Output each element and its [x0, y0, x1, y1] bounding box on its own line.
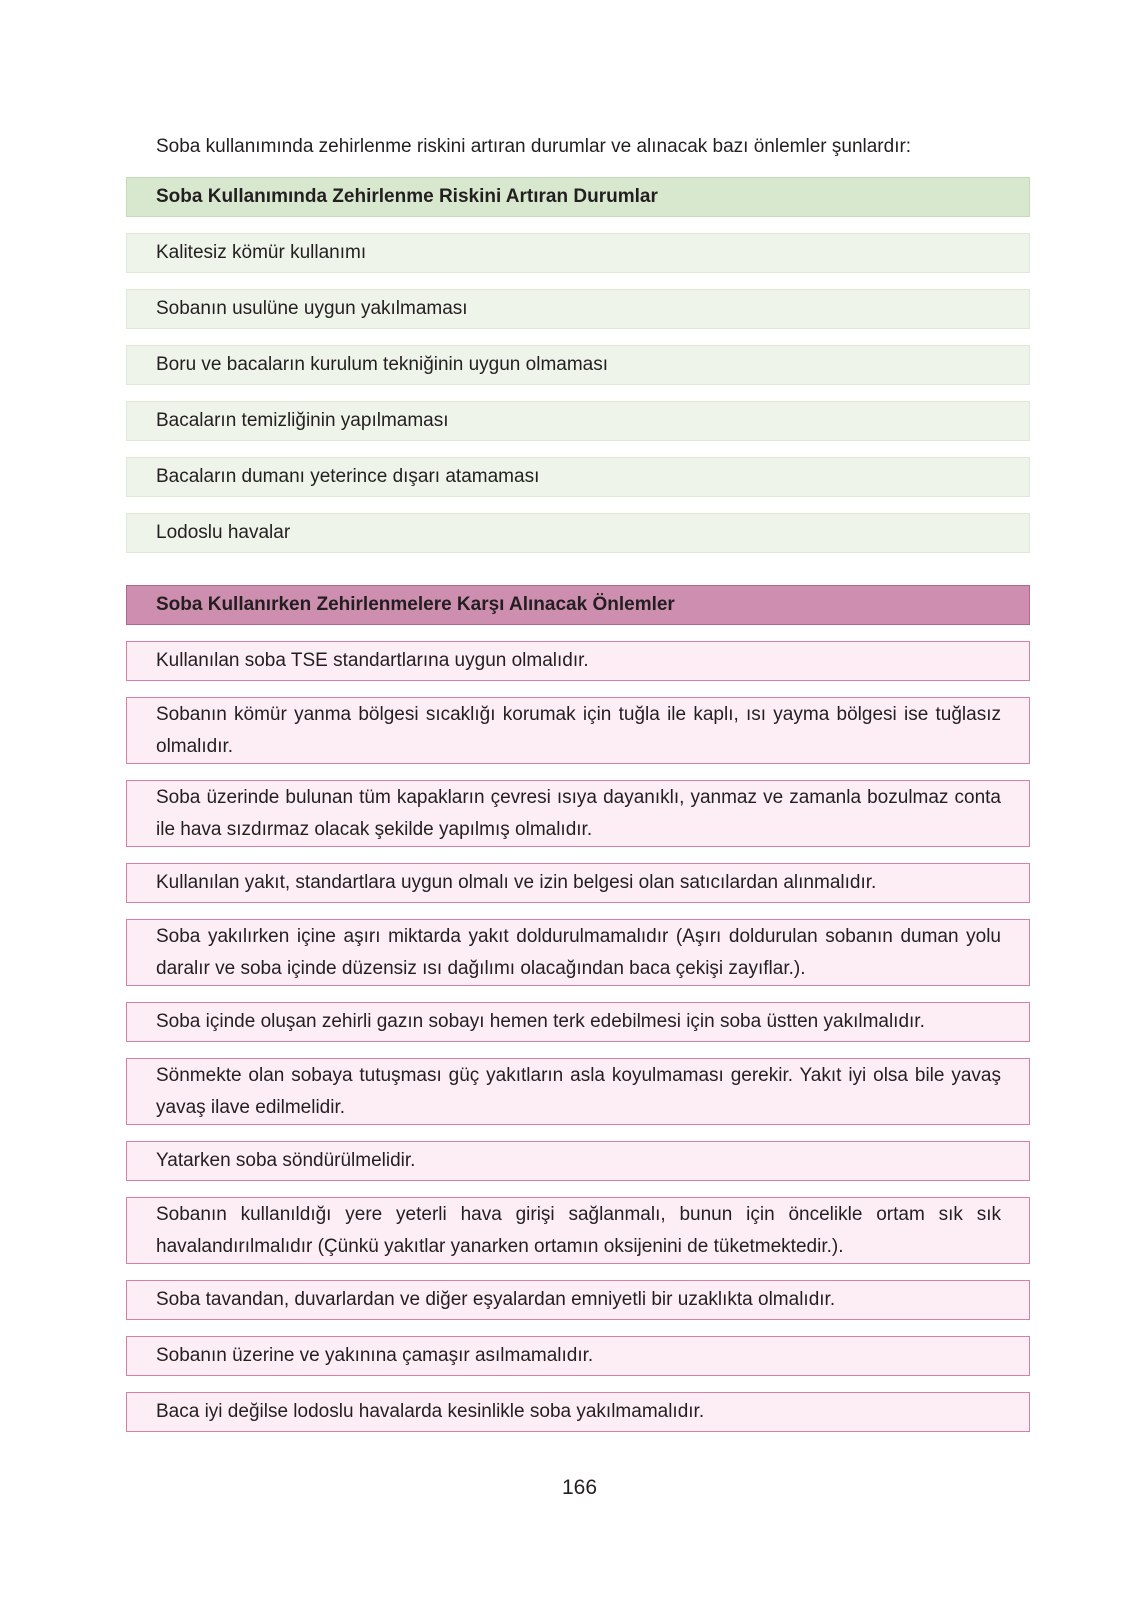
risk-item-text: Bacaların dumanı yeterince dışarı atamaması [156, 466, 540, 487]
risk-item-text: Bacaların temizliğinin yapılmaması [156, 410, 449, 431]
precaution-item-text: Sobanın üzerine ve yakınına çamaşır asılmamalıdır. [156, 1345, 594, 1366]
risk-item [126, 457, 1030, 497]
precaution-item-text: Soba tavandan, duvarlardan ve diğer eşyalardan emniyetli bir uzaklıkta olmalıdır. [156, 1289, 836, 1310]
precaution-item [126, 641, 1030, 681]
precaution-item-text: Sobanın kömür yanma bölgesi sıcaklığı korumak için tuğla ile kaplı, ısı yayma bölgesi ise tuğlasız olmalıdır. [156, 703, 1001, 757]
intro-text: Soba kullanımında zehirlenme riskini artıran durumlar ve alınacak bazı önlemler şunlardır: [156, 136, 912, 157]
risk-table-heading-text: Soba Kullanımında Zehirlenme Riskini Artıran Durumlar [156, 186, 658, 207]
precaution-item [126, 1197, 1030, 1264]
precaution-item-text: Soba yakılırken içine aşırı miktarda yakıt doldurulmamalıdır (Aşırı doldurulan sobanın duman yolu daralır ve soba içinde düzensiz ısı dağılımı olacağından baca çekişi zayıflar.). [156, 925, 1001, 979]
precaution-item [126, 1280, 1030, 1320]
precautions-table-heading-text: Soba Kullanırken Zehirlenmelere Karşı Alınacak Önlemler [156, 594, 675, 615]
precaution-item [126, 863, 1030, 903]
precaution-item [126, 1141, 1030, 1181]
risk-item-text: Boru ve bacaların kurulum tekniğinin uygun olmaması [156, 354, 609, 375]
page-number: 166 [561, 1476, 598, 1499]
precaution-item-text: Sönmekte olan sobaya tutuşması güç yakıtların asla koyulmaması gerekir. Yakıt iyi olsa bile yavaş yavaş ilave edilmelidir. [156, 1064, 1001, 1118]
precaution-item [126, 780, 1030, 847]
precaution-item [126, 1392, 1030, 1432]
risk-item-text: Kalitesiz kömür kullanımı [156, 242, 367, 263]
precaution-item-text: Kullanılan soba TSE standartlarına uygun olmalıdır. [156, 650, 589, 671]
risk-item [126, 289, 1030, 329]
precaution-item [126, 1002, 1030, 1042]
precaution-item [126, 1058, 1030, 1125]
risk-item [126, 401, 1030, 441]
precaution-item [126, 1336, 1030, 1376]
risk-item [126, 345, 1030, 385]
precaution-item [126, 697, 1030, 764]
precaution-item-text: Soba içinde oluşan zehirli gazın sobayı hemen terk edebilmesi için soba üstten yakılmalıdır. [156, 1011, 925, 1032]
risk-table-heading [126, 177, 1030, 217]
precaution-item-text: Yatarken soba söndürülmelidir. [156, 1150, 416, 1171]
precaution-item-text: Kullanılan yakıt, standartlara uygun olmalı ve izin belgesi olan satıcılardan alınmalıdır. [156, 872, 877, 893]
precaution-item-text: Sobanın kullanıldığı yere yeterli hava girişi sağlanmalı, bunun için öncelikle ortam sık sık havalandırılmalıdır (Çünkü yakıtlar yanarken ortamın oksijenini de tüketmektedir.). [156, 1203, 1001, 1257]
risk-item-text: Sobanın usulüne uygun yakılmaması [156, 298, 468, 319]
precaution-item [126, 919, 1030, 986]
risk-item [126, 513, 1030, 553]
risk-item-text: Lodoslu havalar [156, 522, 291, 543]
precaution-item-text: Soba üzerinde bulunan tüm kapakların çevresi ısıya dayanıklı, yanmaz ve zamanla bozulmaz conta ile hava sızdırmaz olacak şekilde yapılmış olmalıdır. [156, 786, 1001, 840]
precaution-item-text: Baca iyi değilse lodoslu havalarda kesinlikle soba yakılmamalıdır. [156, 1401, 705, 1422]
precautions-table-heading [126, 585, 1030, 625]
risk-item [126, 233, 1030, 273]
